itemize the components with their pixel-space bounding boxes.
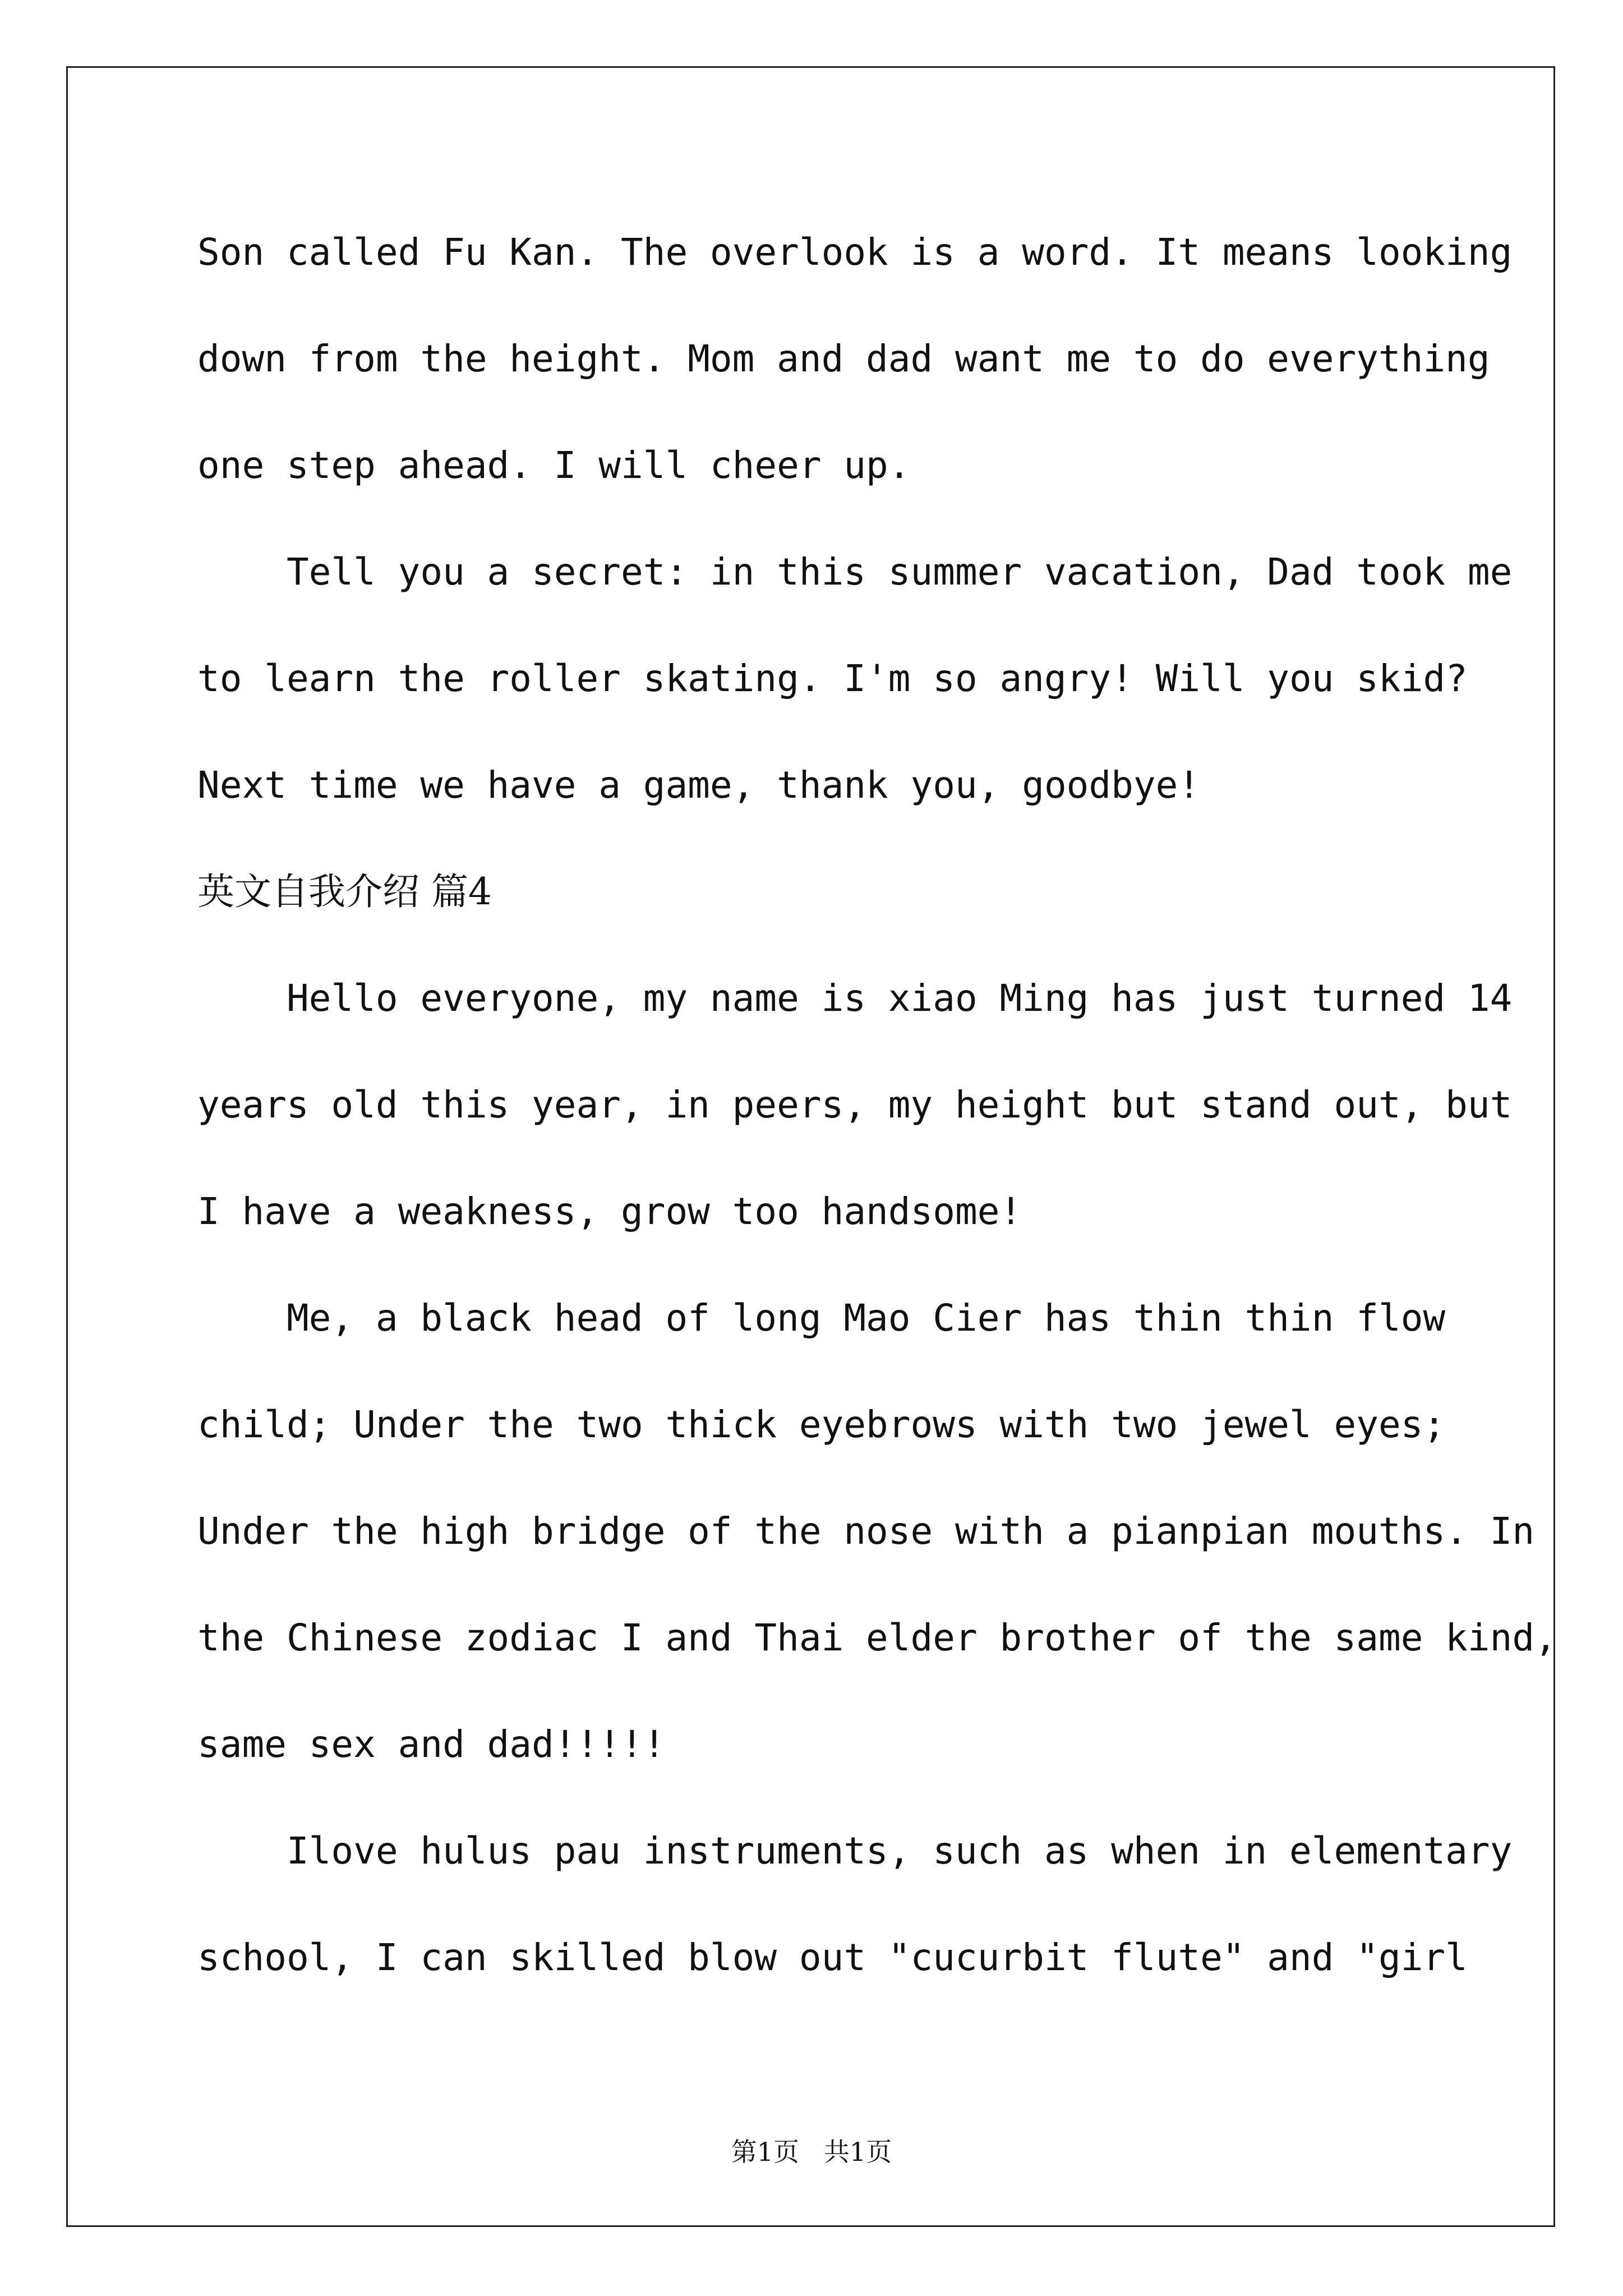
section-heading: 英文自我介绍 篇4 xyxy=(197,870,492,913)
text-line: Hello everyone, my name is xiao Ming has just turned 14 xyxy=(197,977,1513,1020)
text-line: Tell you a secret: in this summer vacation, Dad took me xyxy=(197,550,1513,593)
text-line: Next time we have a game, thank you, goodbye! xyxy=(197,763,1201,807)
text-line: Son called Fu Kan. The overlook is a word. It means looking xyxy=(197,231,1513,274)
text-line: down from the height. Mom and dad want me to do everything xyxy=(197,337,1490,380)
text-line: the Chinese zodiac I and Thai elder brother of the same kind, xyxy=(197,1616,1557,1659)
text-line: I have a weakness, grow too handsome! xyxy=(197,1190,1022,1233)
document-body xyxy=(197,219,1557,2031)
text-line: Me, a black head of long Mao Cier has thin thin flow xyxy=(197,1296,1446,1340)
text-line: one step ahead. I will cheer up. xyxy=(197,444,911,487)
text-line: same sex and dad!!!!! xyxy=(197,1723,666,1766)
text-line: child; Under the two thick eyebrows with two jewel eyes; xyxy=(197,1403,1446,1446)
text-line: years old this year, in peers, my height but stand out, but xyxy=(197,1083,1513,1126)
text-line: Under the high bridge of the nose with a pianpian mouths. In xyxy=(197,1510,1535,1553)
page-number-footer: 第1页 共1页 xyxy=(731,2137,892,2167)
text-line: Ilove hulus pau instruments, such as when in elementary xyxy=(197,1829,1513,1872)
text-line: school, I can skilled blow out "cucurbit flute" and "girl xyxy=(197,1936,1468,1979)
text-line: to learn the roller skating. I'm so angry! Will you skid? xyxy=(197,657,1468,700)
